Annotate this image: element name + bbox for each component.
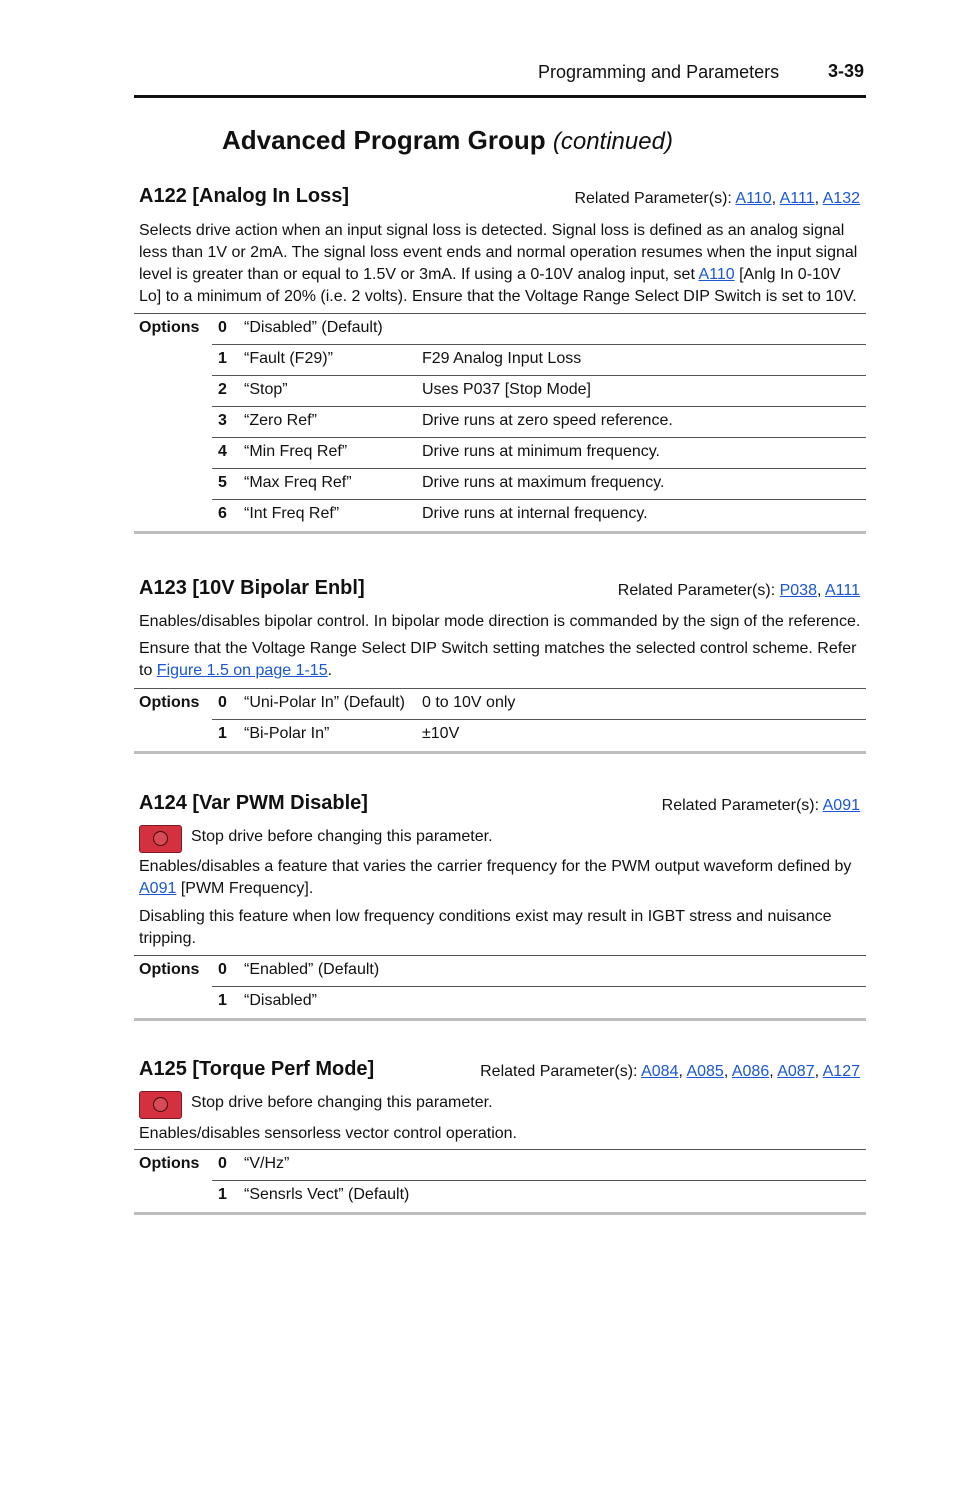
page-number: 3-39	[828, 61, 865, 81]
link-a127[interactable]: A127	[822, 1063, 860, 1080]
related-label: Related Parameter(s):	[661, 797, 820, 814]
a123-options-table	[134, 688, 866, 754]
option-row	[134, 314, 866, 345]
related-label: Related Parameter(s):	[617, 582, 776, 599]
option-desc: Uses P037 [Stop Mode]	[422, 381, 591, 398]
page-title-sub: (continued)	[552, 128, 673, 155]
option-num: 6	[218, 505, 227, 522]
a125-related: Related Parameter(s): A084, A085, A086, A087, A127	[480, 1063, 860, 1080]
option-num: 0	[218, 319, 227, 336]
a125-description: Enables/disables sensorless vector control operation.	[139, 1125, 517, 1142]
running-header: Programming and Parameters	[538, 62, 780, 82]
header-rule	[134, 95, 866, 98]
option-num: 0	[218, 694, 227, 711]
option-desc: ±10V	[422, 725, 460, 742]
a124-text-2: Disabling this feature when low frequency conditions exist may result in IGBT stress and nuisance tripping.	[139, 908, 832, 947]
option-num: 4	[218, 443, 227, 460]
option-name: “Min Freq Ref”	[244, 443, 348, 460]
options-label: Options	[139, 319, 200, 336]
link-a111[interactable]: A111	[779, 190, 815, 207]
option-desc: 0 to 10V only	[422, 694, 516, 711]
option-row	[134, 689, 866, 720]
option-row	[134, 956, 866, 987]
link-a091-inline[interactable]: A091	[139, 880, 177, 897]
link-a085[interactable]: A085	[686, 1063, 724, 1080]
link-a132[interactable]: A132	[822, 190, 860, 207]
option-row	[134, 438, 866, 469]
link-a091[interactable]: A091	[822, 797, 860, 814]
link-a087[interactable]: A087	[777, 1063, 815, 1080]
option-name: “Disabled” (Default)	[244, 319, 383, 336]
option-row	[134, 469, 866, 500]
option-num: 2	[218, 381, 227, 398]
a123-heading: A123 [10V Bipolar Enbl]	[139, 577, 365, 599]
option-row	[134, 987, 866, 1018]
a123-description	[139, 611, 864, 682]
option-row	[134, 407, 866, 438]
related-label: Related Parameter(s):	[574, 190, 732, 207]
a124-text-1	[139, 856, 864, 900]
a124-text-1b: [PWM Frequency].	[176, 880, 314, 897]
stop-drive-icon	[139, 1091, 182, 1119]
a123-text-1: Enables/disables bipolar control. In bipolar mode direction is commanded by the sign of the reference.	[139, 613, 861, 630]
link-a111[interactable]: A111	[825, 582, 860, 599]
link-figure-1-5[interactable]: Figure 1.5 on page 1-15	[156, 662, 328, 679]
option-num: 0	[218, 1155, 227, 1172]
a122-options-table	[134, 313, 866, 534]
option-name: “Bi-Polar In”	[244, 725, 330, 742]
a122-heading: A122 [Analog In Loss]	[139, 185, 350, 207]
a122-text-2: [Anlg In 0-10V Lo] to a minimum of 20% (i.e. 2 volts). Ensure that the Voltage Range Select DIP Switch is set to 10V.	[139, 266, 857, 305]
stop-drive-icon	[139, 825, 182, 853]
a124-related	[662, 797, 860, 815]
option-num: 1	[218, 350, 227, 367]
option-desc: Drive runs at zero speed reference.	[422, 412, 673, 429]
a123-related: Related Parameter(s): P038, A111	[617, 582, 860, 599]
a125-options-table	[134, 1149, 866, 1215]
options-label: Options	[139, 694, 200, 711]
option-desc: F29 Analog Input Loss	[422, 350, 582, 367]
option-name: “Stop”	[244, 381, 288, 398]
options-label: Options	[139, 1155, 200, 1172]
option-num: 0	[218, 961, 227, 978]
option-row	[134, 1150, 866, 1181]
option-num: 3	[218, 412, 227, 429]
link-a084[interactable]: A084	[641, 1063, 679, 1080]
a123-text-2b: .	[327, 662, 333, 679]
option-desc: Drive runs at maximum frequency.	[422, 474, 665, 491]
option-name: “Sensrls Vect” (Default)	[244, 1186, 410, 1203]
a123-text-2a: Ensure that the Voltage Range Select DIP Switch setting matches the selected control scheme. Refer to	[139, 640, 857, 679]
a122-text-1: Selects drive action when an input signal loss is detected. Signal loss is defined as an analog signal less than 1V or 2mA. The signal loss event ends and normal operation resumes when the input signal level is greater than or equal to 1.5V or 3mA. If using a 0-10V analog input, set	[139, 222, 858, 283]
table-bottom-rule	[134, 531, 866, 534]
a124-text-1a: Enables/disables a feature that varies the carrier frequency for the PWM output waveform defined by	[139, 858, 852, 875]
option-row	[134, 720, 866, 751]
stop-note-text: Stop drive before changing this parameter.	[191, 1094, 493, 1111]
option-row	[134, 500, 866, 531]
table-bottom-rule	[134, 1212, 866, 1215]
table-bottom-rule	[134, 1018, 866, 1021]
option-name: “Int Freq Ref”	[244, 505, 340, 522]
a124-options-table	[134, 955, 866, 1021]
options-label: Options	[139, 961, 200, 978]
option-name: “Disabled”	[244, 992, 317, 1009]
page-title	[222, 125, 673, 156]
a124-description	[139, 856, 864, 950]
option-desc: Drive runs at internal frequency.	[422, 505, 648, 522]
link-p038[interactable]: P038	[779, 582, 817, 599]
option-name: “Enabled” (Default)	[244, 961, 380, 978]
a125-heading: A125 [Torque Perf Mode]	[139, 1058, 375, 1080]
option-num: 1	[218, 1186, 227, 1203]
option-row	[134, 1181, 866, 1212]
option-row	[134, 376, 866, 407]
option-name: “Uni-Polar In” (Default)	[244, 694, 405, 711]
a122-description	[139, 220, 864, 308]
a124-heading: A124 [Var PWM Disable]	[139, 792, 368, 814]
page-title-main: Advanced Program Group	[222, 125, 546, 155]
option-name: “V/Hz”	[244, 1155, 290, 1172]
a123-text-2	[139, 638, 864, 682]
link-a086[interactable]: A086	[731, 1063, 770, 1080]
a122-related: Related Parameter(s): A110, A111, A132	[574, 190, 860, 207]
option-name: “Zero Ref”	[244, 412, 317, 429]
option-num: 1	[218, 992, 227, 1009]
related-label: Related Parameter(s):	[480, 1063, 638, 1080]
option-num: 5	[218, 474, 227, 491]
stop-note-text: Stop drive before changing this parameter.	[191, 828, 493, 845]
option-desc: Drive runs at minimum frequency.	[422, 443, 660, 460]
table-bottom-rule	[134, 751, 866, 754]
option-num: 1	[218, 725, 227, 742]
link-a110[interactable]: A110	[735, 190, 772, 207]
option-name: “Fault (F29)”	[244, 350, 333, 367]
link-a110-inline[interactable]: A110	[698, 266, 735, 283]
option-row	[134, 345, 866, 376]
option-name: “Max Freq Ref”	[244, 474, 352, 491]
